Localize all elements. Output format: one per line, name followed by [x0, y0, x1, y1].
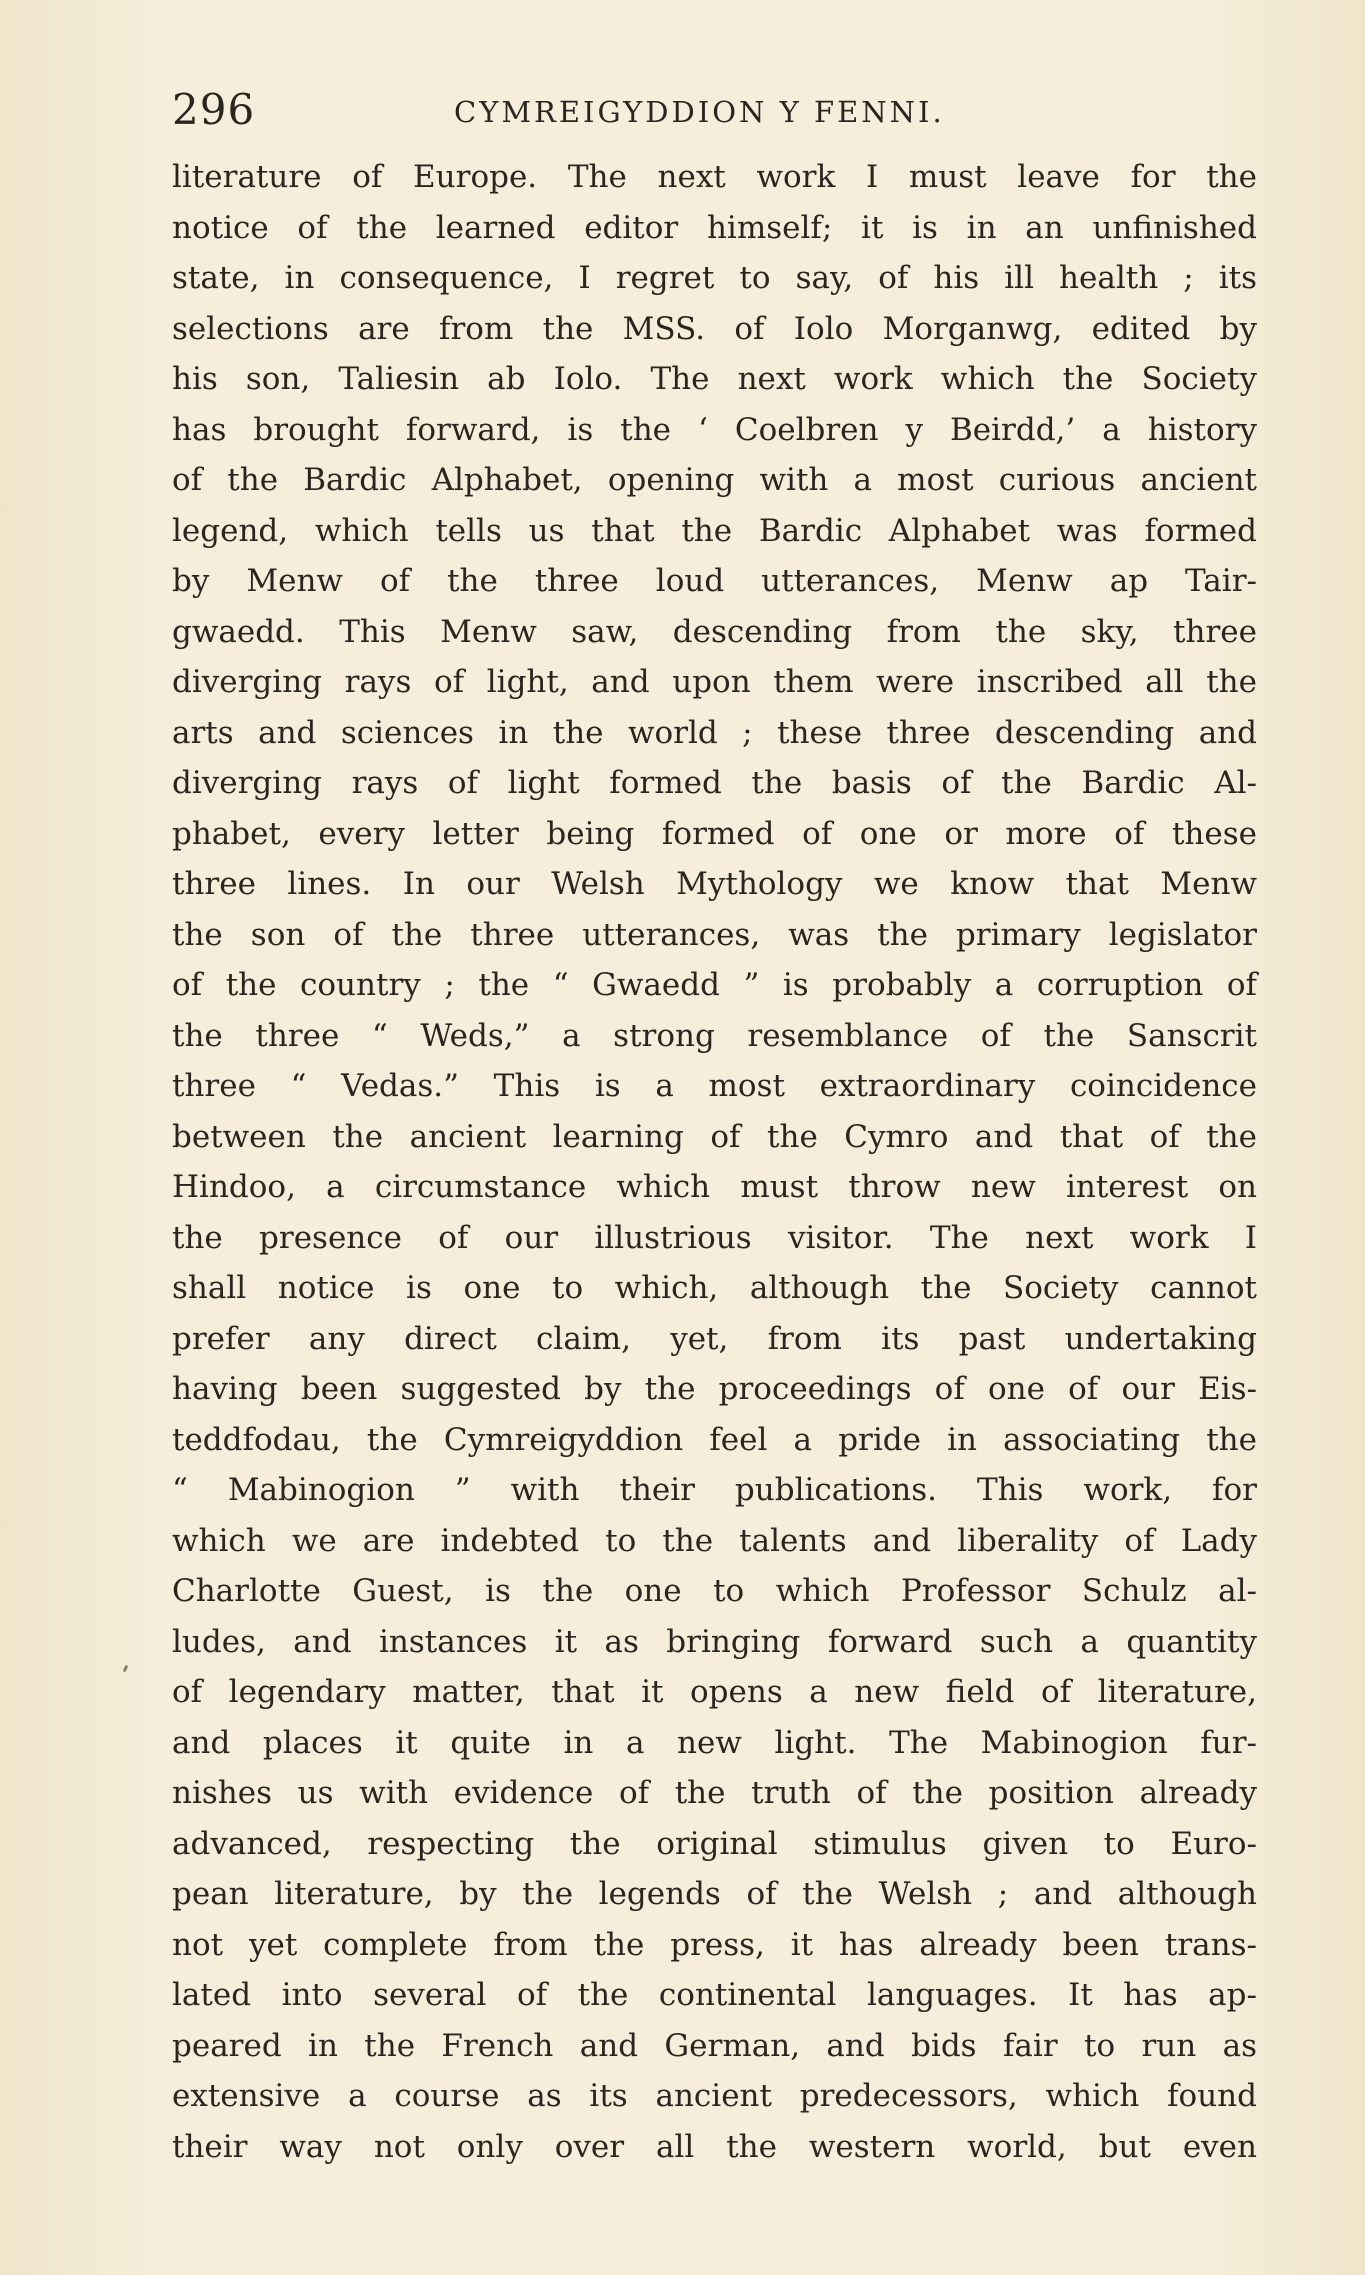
page-number: 296 — [172, 85, 256, 134]
text-line: his son, Taliesin ab Iolo. The next work which the Society — [172, 361, 1257, 397]
text-line: arts and sciences in the world ; these three descending and — [172, 714, 1257, 751]
text-line: lated into several of the continental languages. It has ap- — [172, 1977, 1257, 2013]
text-line: shall notice is one to which, although the Society cannot — [172, 1270, 1257, 1306]
text-line: diverging rays of light formed the basis of the Bardic Al- — [172, 765, 1257, 801]
text-line: between the ancient learning of the Cymro and that of the — [172, 1118, 1257, 1155]
running-title: CYMREIGYDDION Y FENNI. — [454, 95, 945, 129]
text-line: gwaedd. This Menw saw, descending from the sky, three — [172, 613, 1257, 650]
text-line: three lines. In our Welsh Mythology we know that Menw — [172, 866, 1257, 902]
text-line: diverging rays of light, and upon them were inscribed all the — [172, 664, 1257, 700]
text-line: the three “ Weds,” a strong resemblance of the Sanscrit — [172, 1017, 1257, 1054]
text-line: peared in the French and German, and bids fair to run as — [172, 2027, 1257, 2064]
text-line: pean literature, by the legends of the Welsh ; and although — [172, 1876, 1257, 1912]
text-line: of the country ; the “ Gwaedd ” is probably a corruption of — [172, 967, 1257, 1003]
text-line: and places it quite in a new light. The Mabinogion fur- — [172, 1724, 1257, 1761]
text-line: literature of Europe. The next work I must leave for the — [172, 159, 1257, 195]
text-line: of legendary matter, that it opens a new field of literature, — [172, 1674, 1257, 1710]
text-line: of the Bardic Alphabet, opening with a most curious ancient — [172, 462, 1257, 498]
text-line: teddfodau, the Cymreigyddion feel a pride in associating the — [172, 1421, 1257, 1458]
text-line: their way not only over all the western world, but even — [172, 2128, 1257, 2165]
text-line: Charlotte Guest, is the one to which Professor Schulz al- — [172, 1573, 1257, 1609]
text-line: ludes, and instances it as bringing forward such a quantity — [172, 1623, 1257, 1660]
text-line: notice of the learned editor himself; it is in an unfinished — [172, 209, 1257, 246]
text-line: having been suggested by the proceedings of one of our Eis- — [172, 1371, 1257, 1407]
text-line: the son of the three utterances, was the primary legislator — [172, 916, 1257, 953]
margin-mark — [123, 1665, 129, 1673]
text-line: advanced, respecting the original stimulus given to Euro- — [172, 1825, 1257, 1862]
running-head — [172, 82, 1252, 138]
text-line: legend, which tells us that the Bardic Alphabet was formed — [172, 512, 1257, 549]
text-line: has brought forward, is the ‘ Coelbren y Beirdd,’ a history — [172, 411, 1257, 448]
text-line: Hindoo, a circumstance which must throw new interest on — [172, 1169, 1257, 1205]
text-line: nishes us with evidence of the truth of the position already — [172, 1775, 1257, 1811]
text-line: by Menw of the three loud utterances, Menw ap Tair- — [172, 563, 1257, 599]
text-line: phabet, every letter being formed of one or more of these — [172, 815, 1257, 852]
text-line: the presence of our illustrious visitor. The next work I — [172, 1219, 1257, 1256]
text-line: three “ Vedas.” This is a most extraordinary coincidence — [172, 1068, 1257, 1104]
text-line: extensive a course as its ancient predecessors, which found — [172, 2078, 1257, 2114]
text-line: selections are from the MSS. of Iolo Morganwg, edited by — [172, 310, 1257, 347]
text-line: “ Mabinogion ” with their publications. This work, for — [172, 1472, 1257, 1508]
text-line: state, in consequence, I regret to say, of his ill health ; its — [172, 260, 1257, 296]
text-line: prefer any direct claim, yet, from its past undertaking — [172, 1320, 1257, 1357]
body-text — [172, 152, 1257, 2172]
text-line: which we are indebted to the talents and liberality of Lady — [172, 1522, 1257, 1559]
text-line: not yet complete from the press, it has already been trans- — [172, 1926, 1257, 1963]
